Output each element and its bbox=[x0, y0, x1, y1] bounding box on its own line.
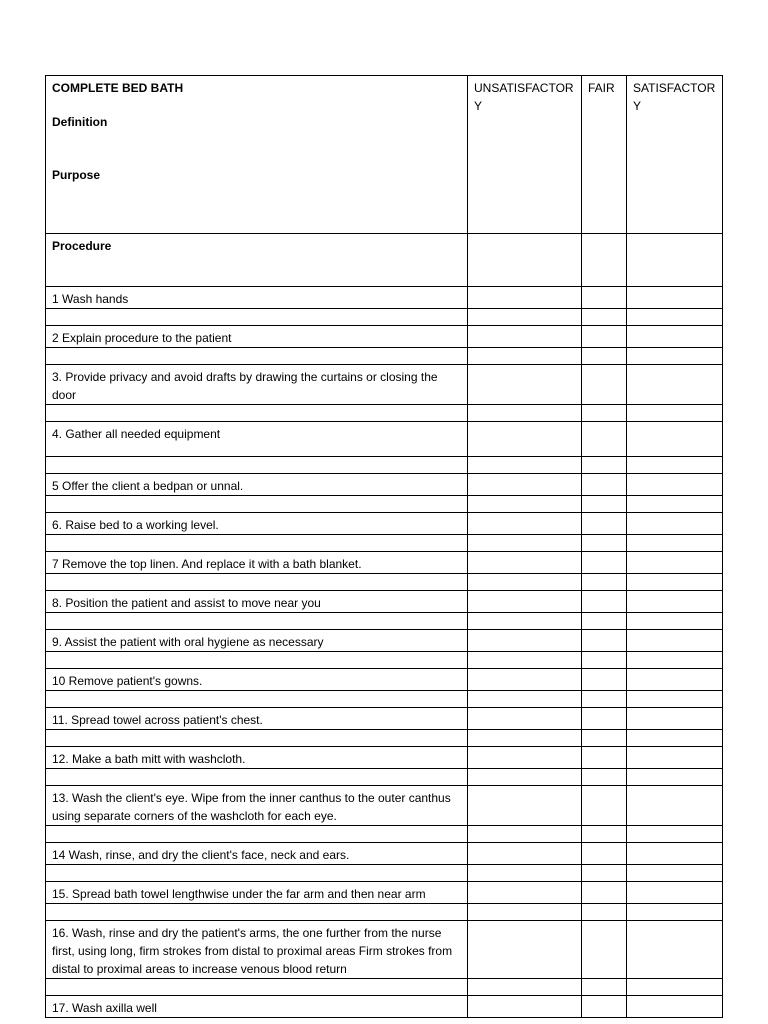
rating-cell-unsatisfactory[interactable] bbox=[468, 708, 582, 730]
rating-cell-unsatisfactory[interactable] bbox=[468, 474, 582, 496]
spacer-cell bbox=[468, 691, 582, 708]
spacer-cell bbox=[46, 826, 468, 843]
step-text: 15. Spread bath towel lengthwise under the far arm and then near arm bbox=[46, 882, 468, 904]
spacer-cell bbox=[468, 535, 582, 552]
spacer-cell bbox=[468, 826, 582, 843]
step-text: 7 Remove the top linen. And replace it with a bath blanket. bbox=[46, 552, 468, 574]
rating-cell-satisfactory[interactable] bbox=[627, 786, 723, 826]
spacer-cell bbox=[582, 613, 627, 630]
rating-cell-satisfactory[interactable] bbox=[627, 882, 723, 904]
spacer-cell bbox=[627, 904, 723, 921]
spacer-cell bbox=[627, 309, 723, 326]
rating-cell-unsatisfactory[interactable] bbox=[468, 921, 582, 979]
step-row bbox=[46, 474, 723, 496]
step-text: 16. Wash, rinse and dry the patient's arms, the one further from the nurse first, using long, firm strokes from distal to proximal areas Firm strokes from distal to proximal areas to increase venous blood return bbox=[46, 921, 468, 979]
spacer-cell bbox=[468, 613, 582, 630]
step-row bbox=[46, 591, 723, 613]
spacer-cell bbox=[627, 496, 723, 513]
step-row bbox=[46, 513, 723, 535]
spacer-cell bbox=[627, 535, 723, 552]
rating-cell-satisfactory[interactable] bbox=[627, 591, 723, 613]
step-row bbox=[46, 422, 723, 457]
rating-cell-unsatisfactory[interactable] bbox=[468, 882, 582, 904]
step-row bbox=[46, 747, 723, 769]
step-text: 8. Position the patient and assist to move near you bbox=[46, 591, 468, 613]
spacer-cell bbox=[46, 652, 468, 669]
rating-cell-unsatisfactory[interactable] bbox=[468, 996, 582, 1018]
spacer-cell bbox=[468, 348, 582, 365]
step-text: 6. Raise bed to a working level. bbox=[46, 513, 468, 535]
spacer-cell bbox=[582, 309, 627, 326]
col-unsatisfactory-header: UNSATISFACTORY bbox=[468, 76, 582, 234]
step-row bbox=[46, 708, 723, 730]
step-text: 14 Wash, rinse, and dry the client's face, neck and ears. bbox=[46, 843, 468, 865]
spacer-cell bbox=[582, 979, 627, 996]
spacer-cell bbox=[627, 457, 723, 474]
rating-cell-unsatisfactory[interactable] bbox=[468, 365, 582, 405]
rating-cell-fair[interactable] bbox=[582, 422, 627, 457]
step-row bbox=[46, 287, 723, 309]
rating-cell-unsatisfactory[interactable] bbox=[468, 552, 582, 574]
spacer-cell bbox=[468, 904, 582, 921]
step-row bbox=[46, 996, 723, 1018]
spacer-cell bbox=[627, 574, 723, 591]
spacer-row bbox=[46, 496, 723, 513]
rating-cell-satisfactory[interactable] bbox=[627, 552, 723, 574]
spacer-cell bbox=[46, 348, 468, 365]
spacer-row bbox=[46, 535, 723, 552]
rating-cell-satisfactory[interactable] bbox=[627, 513, 723, 535]
step-text: 1 Wash hands bbox=[46, 287, 468, 309]
spacer-cell bbox=[46, 769, 468, 786]
rating-cell-fair[interactable] bbox=[582, 708, 627, 730]
col-fair-header: FAIR bbox=[582, 76, 627, 234]
rating-cell-unsatisfactory[interactable] bbox=[468, 630, 582, 652]
spacer-row bbox=[46, 405, 723, 422]
rating-cell[interactable] bbox=[468, 234, 582, 287]
spacer-cell bbox=[468, 730, 582, 747]
spacer-cell bbox=[582, 826, 627, 843]
spacer-cell bbox=[46, 613, 468, 630]
step-text: 11. Spread towel across patient's chest. bbox=[46, 708, 468, 730]
spacer-cell bbox=[46, 309, 468, 326]
rating-cell-unsatisfactory[interactable] bbox=[468, 326, 582, 348]
step-text: 9. Assist the patient with oral hygiene as necessary bbox=[46, 630, 468, 652]
spacer-cell bbox=[627, 979, 723, 996]
col-satisfactory-header: SATISFACTORY bbox=[627, 76, 723, 234]
spacer-row bbox=[46, 826, 723, 843]
step-text: 4. Gather all needed equipment bbox=[46, 422, 468, 457]
purpose-label: Purpose bbox=[52, 168, 101, 182]
rating-cell-satisfactory[interactable] bbox=[627, 747, 723, 769]
spacer-cell bbox=[582, 348, 627, 365]
rating-cell-fair[interactable] bbox=[582, 996, 627, 1018]
spacer-cell bbox=[582, 904, 627, 921]
rating-cell-satisfactory[interactable] bbox=[627, 843, 723, 865]
bed-bath-checklist-table bbox=[45, 75, 723, 1018]
spacer-cell bbox=[627, 769, 723, 786]
rating-cell-fair[interactable] bbox=[582, 843, 627, 865]
step-row bbox=[46, 365, 723, 405]
spacer-cell bbox=[627, 826, 723, 843]
spacer-cell bbox=[46, 405, 468, 422]
rating-cell-unsatisfactory[interactable] bbox=[468, 786, 582, 826]
spacer-cell bbox=[468, 979, 582, 996]
rating-cell-unsatisfactory[interactable] bbox=[468, 591, 582, 613]
spacer-row bbox=[46, 613, 723, 630]
rating-cell-satisfactory[interactable] bbox=[627, 474, 723, 496]
spacer-cell bbox=[46, 904, 468, 921]
spacer-row bbox=[46, 309, 723, 326]
spacer-row bbox=[46, 574, 723, 591]
procedure-cell bbox=[46, 234, 468, 287]
spacer-cell bbox=[46, 457, 468, 474]
rating-cell-satisfactory[interactable] bbox=[627, 996, 723, 1018]
rating-cell-satisfactory[interactable] bbox=[627, 921, 723, 979]
rating-cell-unsatisfactory[interactable] bbox=[468, 843, 582, 865]
rating-cell-satisfactory[interactable] bbox=[627, 708, 723, 730]
spacer-cell bbox=[627, 613, 723, 630]
spacer-row bbox=[46, 865, 723, 882]
spacer-cell bbox=[46, 496, 468, 513]
rating-cell-unsatisfactory[interactable] bbox=[468, 513, 582, 535]
spacer-cell bbox=[582, 730, 627, 747]
step-row bbox=[46, 921, 723, 979]
header-cell bbox=[46, 76, 468, 234]
spacer-cell bbox=[468, 865, 582, 882]
spacer-row bbox=[46, 979, 723, 996]
spacer-row bbox=[46, 769, 723, 786]
spacer-row bbox=[46, 904, 723, 921]
rating-cell-unsatisfactory[interactable] bbox=[468, 422, 582, 457]
step-row bbox=[46, 552, 723, 574]
step-row bbox=[46, 843, 723, 865]
spacer-cell bbox=[46, 535, 468, 552]
rating-cell-fair[interactable] bbox=[582, 513, 627, 535]
step-text: 13. Wash the client's eye. Wipe from the inner canthus to the outer canthus using separate corners of the washcloth for each eye. bbox=[46, 786, 468, 826]
spacer-cell bbox=[468, 769, 582, 786]
rating-cell-unsatisfactory[interactable] bbox=[468, 669, 582, 691]
rating-cell-satisfactory[interactable] bbox=[627, 365, 723, 405]
spacer-row bbox=[46, 348, 723, 365]
step-text: 12. Make a bath mitt with washcloth. bbox=[46, 747, 468, 769]
spacer-cell bbox=[468, 405, 582, 422]
rating-cell-satisfactory[interactable] bbox=[627, 630, 723, 652]
rating-cell-fair[interactable] bbox=[582, 326, 627, 348]
spacer-cell bbox=[46, 865, 468, 882]
step-text: 3. Provide privacy and avoid drafts by drawing the curtains or closing the door bbox=[46, 365, 468, 405]
spacer-cell bbox=[627, 730, 723, 747]
step-row bbox=[46, 786, 723, 826]
spacer-cell bbox=[582, 691, 627, 708]
spacer-cell bbox=[468, 309, 582, 326]
procedure-row bbox=[46, 234, 723, 287]
form-title: COMPLETE BED BATH bbox=[52, 81, 184, 95]
spacer-cell bbox=[582, 496, 627, 513]
spacer-cell bbox=[468, 652, 582, 669]
rating-cell[interactable] bbox=[627, 234, 723, 287]
rating-cell-satisfactory[interactable] bbox=[627, 422, 723, 457]
spacer-cell bbox=[582, 457, 627, 474]
header-row bbox=[46, 76, 723, 234]
spacer-cell bbox=[46, 730, 468, 747]
rating-cell[interactable] bbox=[582, 234, 627, 287]
spacer-cell bbox=[582, 865, 627, 882]
rating-cell-satisfactory[interactable] bbox=[627, 326, 723, 348]
spacer-cell bbox=[582, 769, 627, 786]
spacer-row bbox=[46, 730, 723, 747]
rating-cell-fair[interactable] bbox=[582, 921, 627, 979]
rating-cell-fair[interactable] bbox=[582, 474, 627, 496]
spacer-row bbox=[46, 691, 723, 708]
step-text: 17. Wash axilla well bbox=[46, 996, 468, 1018]
step-row bbox=[46, 630, 723, 652]
step-text: 5 Offer the client a bedpan or unnal. bbox=[46, 474, 468, 496]
rating-cell-fair[interactable] bbox=[582, 669, 627, 691]
spacer-cell bbox=[627, 691, 723, 708]
rating-cell-satisfactory[interactable] bbox=[627, 669, 723, 691]
spacer-cell bbox=[46, 574, 468, 591]
rating-cell-fair[interactable] bbox=[582, 365, 627, 405]
spacer-row bbox=[46, 457, 723, 474]
spacer-cell bbox=[468, 457, 582, 474]
step-row bbox=[46, 882, 723, 904]
spacer-cell bbox=[582, 574, 627, 591]
spacer-cell bbox=[582, 405, 627, 422]
rating-cell-fair[interactable] bbox=[582, 786, 627, 826]
spacer-cell bbox=[468, 496, 582, 513]
spacer-row bbox=[46, 652, 723, 669]
rating-cell-unsatisfactory[interactable] bbox=[468, 747, 582, 769]
spacer-cell bbox=[582, 652, 627, 669]
definition-label: Definition bbox=[52, 115, 108, 129]
spacer-cell bbox=[627, 405, 723, 422]
rating-cell-fair[interactable] bbox=[582, 747, 627, 769]
rating-cell-fair[interactable] bbox=[582, 552, 627, 574]
spacer-cell bbox=[627, 652, 723, 669]
rating-cell-fair[interactable] bbox=[582, 630, 627, 652]
rating-cell-fair[interactable] bbox=[582, 591, 627, 613]
rating-cell-fair[interactable] bbox=[582, 287, 627, 309]
spacer-cell bbox=[627, 348, 723, 365]
rating-cell-fair[interactable] bbox=[582, 882, 627, 904]
step-row bbox=[46, 326, 723, 348]
step-text: 10 Remove patient's gowns. bbox=[46, 669, 468, 691]
spacer-cell bbox=[468, 574, 582, 591]
spacer-cell bbox=[46, 979, 468, 996]
step-row bbox=[46, 669, 723, 691]
spacer-cell bbox=[582, 535, 627, 552]
rating-cell-unsatisfactory[interactable] bbox=[468, 287, 582, 309]
rating-cell-satisfactory[interactable] bbox=[627, 287, 723, 309]
spacer-cell bbox=[46, 691, 468, 708]
spacer-cell bbox=[627, 865, 723, 882]
step-text: 2 Explain procedure to the patient bbox=[46, 326, 468, 348]
procedure-label: Procedure bbox=[52, 239, 112, 253]
